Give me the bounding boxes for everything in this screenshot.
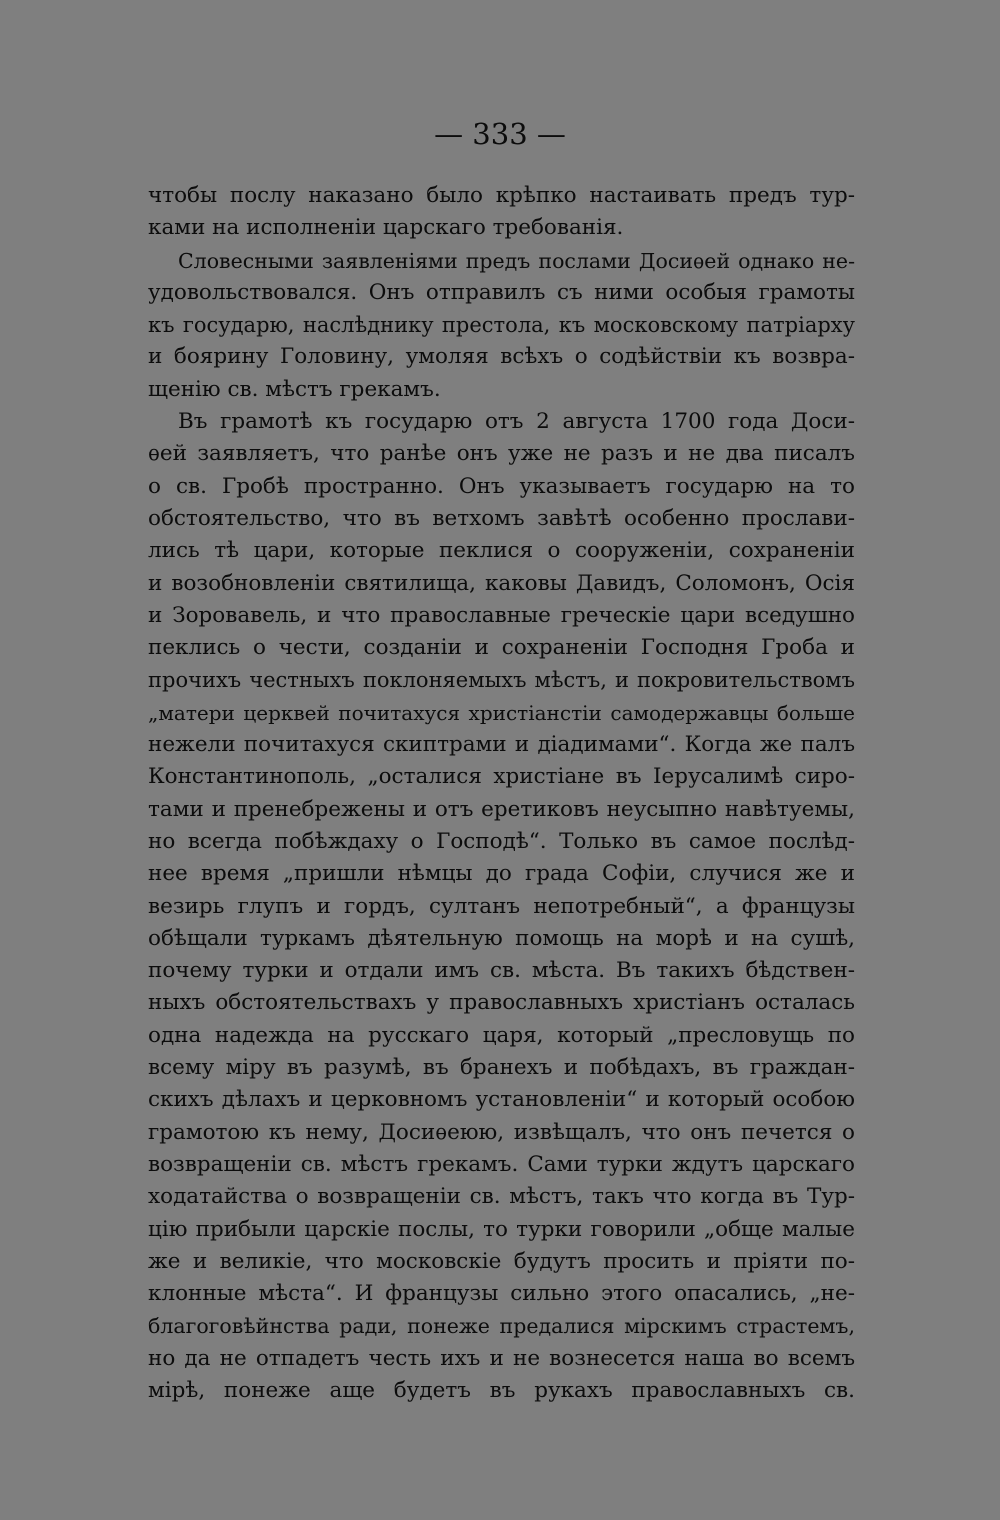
text-line: почему турки и отдали имъ св. мѣста. Въ такихъ бѣдствен- [148, 958, 855, 984]
text-line: Константинополь, „осталися христіане въ Іерусалимѣ сиро- [148, 764, 855, 790]
text-line: ѳей заявляетъ, что ранѣе онъ уже не разъ и не два писалъ [148, 441, 855, 467]
text-line: лись тѣ цари, которые пеклися о сооруженіи, сохраненіи [148, 538, 855, 564]
text-line: скихъ дѣлахъ и церковномъ установленіи“ и который особою [148, 1087, 855, 1113]
text-line: ками на исполненіи царскаго требованія. [148, 215, 624, 241]
text-line: удовольствовался. Онъ отправилъ съ ними особыя грамоты [148, 279, 855, 305]
text-line: всему міру въ разумѣ, въ бранехъ и побѣдахъ, въ граждан- [148, 1055, 855, 1081]
text-line: везирь глупъ и гордъ, султанъ непотребный“, а французы [148, 893, 855, 919]
text-line: „матери церквей почитахуся христіанстіи самодержавцы больше [148, 700, 855, 725]
text-line: грамотою къ нему, Досиѳеюю, извѣщалъ, что онъ печется о [148, 1119, 855, 1145]
text-line: но да не отпадетъ честь ихъ и не вознесется наша во всемъ [148, 1345, 855, 1371]
text-line: ныхъ обстоятельствахъ у православныхъ христіанъ осталась [148, 990, 855, 1016]
text-line: клонные мѣста“. И французы сильно этого опасались, „не- [148, 1281, 855, 1307]
text-line: о св. Гробѣ пространно. Онъ указываетъ государю на то [148, 473, 855, 499]
text-line: пеклись о чести, созданіи и сохраненіи Господня Гроба и [148, 635, 855, 661]
text-line: обѣщали туркамъ дѣятельную помощь на морѣ и на сушѣ, [148, 925, 855, 951]
text-line: ходатайства о возвращеніи св. мѣстъ, такъ что когда въ Тур- [148, 1184, 855, 1210]
text-line: благоговѣйнства ради, понеже предалися мірскимъ страстемъ, [148, 1314, 855, 1339]
text-line: Словесными заявленіями предъ послами Досиѳей однако не- [178, 248, 855, 273]
text-line: цію прибыли царскіе послы, то турки говорили „обще малые [148, 1216, 855, 1242]
page-number: — 333 — [434, 117, 566, 151]
text-line: Въ грамотѣ къ государю отъ 2 августа 1700 года Доси- [178, 409, 855, 435]
text-line: и возобновленіи святилища, каковы Давидъ, Соломонъ, Осія [148, 570, 855, 596]
text-line: къ государю, наслѣднику престола, къ московскому патріарху [148, 313, 855, 338]
text-line: же и великіе, что московскіе будутъ просить и пріяти по- [148, 1248, 855, 1274]
text-line: нее время „пришли нѣмцы до града Софіи, случися же и [148, 861, 855, 887]
text-line: и Зоровавель, и что православные греческіе цари вседушно [148, 602, 855, 628]
text-line: одна надежда на русскаго царя, который „пресловущь по [148, 1022, 855, 1048]
text-line: тами и пренебрежены и отъ еретиковъ неусыпно навѣтуемы, [148, 796, 855, 822]
text-line: щенію св. мѣстъ грекамъ. [148, 376, 441, 402]
text-line: обстоятельство, что въ ветхомъ завѣтѣ особенно прослави- [148, 505, 855, 531]
text-line: нежели почитахуся скиптрами и діадимами“. Когда же палъ [148, 732, 855, 758]
text-line: возвращеніи св. мѣстъ грекамъ. Сами турки ждутъ царскаго [148, 1151, 855, 1177]
text-line: прочихъ честныхъ поклоняемыхъ мѣстъ, и покровительствомъ [148, 668, 855, 693]
text-line: мірѣ, понеже аще будетъ въ рукахъ православныхъ св. [148, 1377, 855, 1403]
text-line: чтобы послу наказано было крѣпко настаивать предъ тур- [148, 183, 855, 208]
text-line: и боярину Головину, умоляя всѣхъ о содѣйствіи къ возвра- [148, 344, 855, 370]
body-text [148, 180, 855, 1407]
text-line: но всегда побѣждаху о Господѣ“. Только въ самое послѣд- [148, 828, 855, 854]
